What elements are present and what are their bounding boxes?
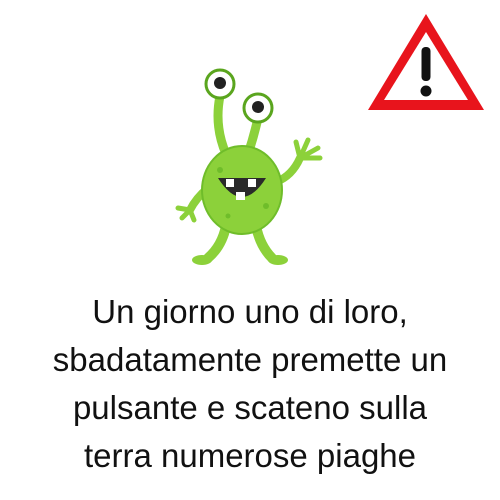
monster-antenna-left: [218, 96, 226, 154]
monster-leg-left: [208, 226, 226, 258]
monster-spot: [226, 214, 231, 219]
caption-line: Un giorno uno di loro,: [92, 293, 408, 330]
monster-hand-left: [178, 208, 194, 220]
caption-line: pulsante e scateno sulla: [72, 389, 428, 426]
caption-line: terra numerose piaghe: [83, 437, 417, 474]
warning-triangle-icon: [362, 8, 490, 116]
monster-tooth: [226, 179, 234, 187]
monster-foot-left: [192, 255, 212, 265]
monster-pupil-right: [252, 101, 264, 113]
monster-spot: [263, 203, 269, 209]
green-monster-icon: [168, 66, 332, 276]
monster-tooth: [248, 179, 256, 187]
caption-text: [0, 288, 500, 480]
monster-spot: [217, 167, 223, 173]
exclamation-bar: [422, 47, 431, 81]
exclamation-dot: [421, 86, 432, 97]
monster-foot-right: [268, 255, 288, 265]
monster-tooth: [236, 192, 245, 200]
monster-hand-right: [296, 140, 320, 158]
monster-pupil-left: [214, 77, 226, 89]
caption-line: sbadatamente premette un: [52, 341, 448, 378]
